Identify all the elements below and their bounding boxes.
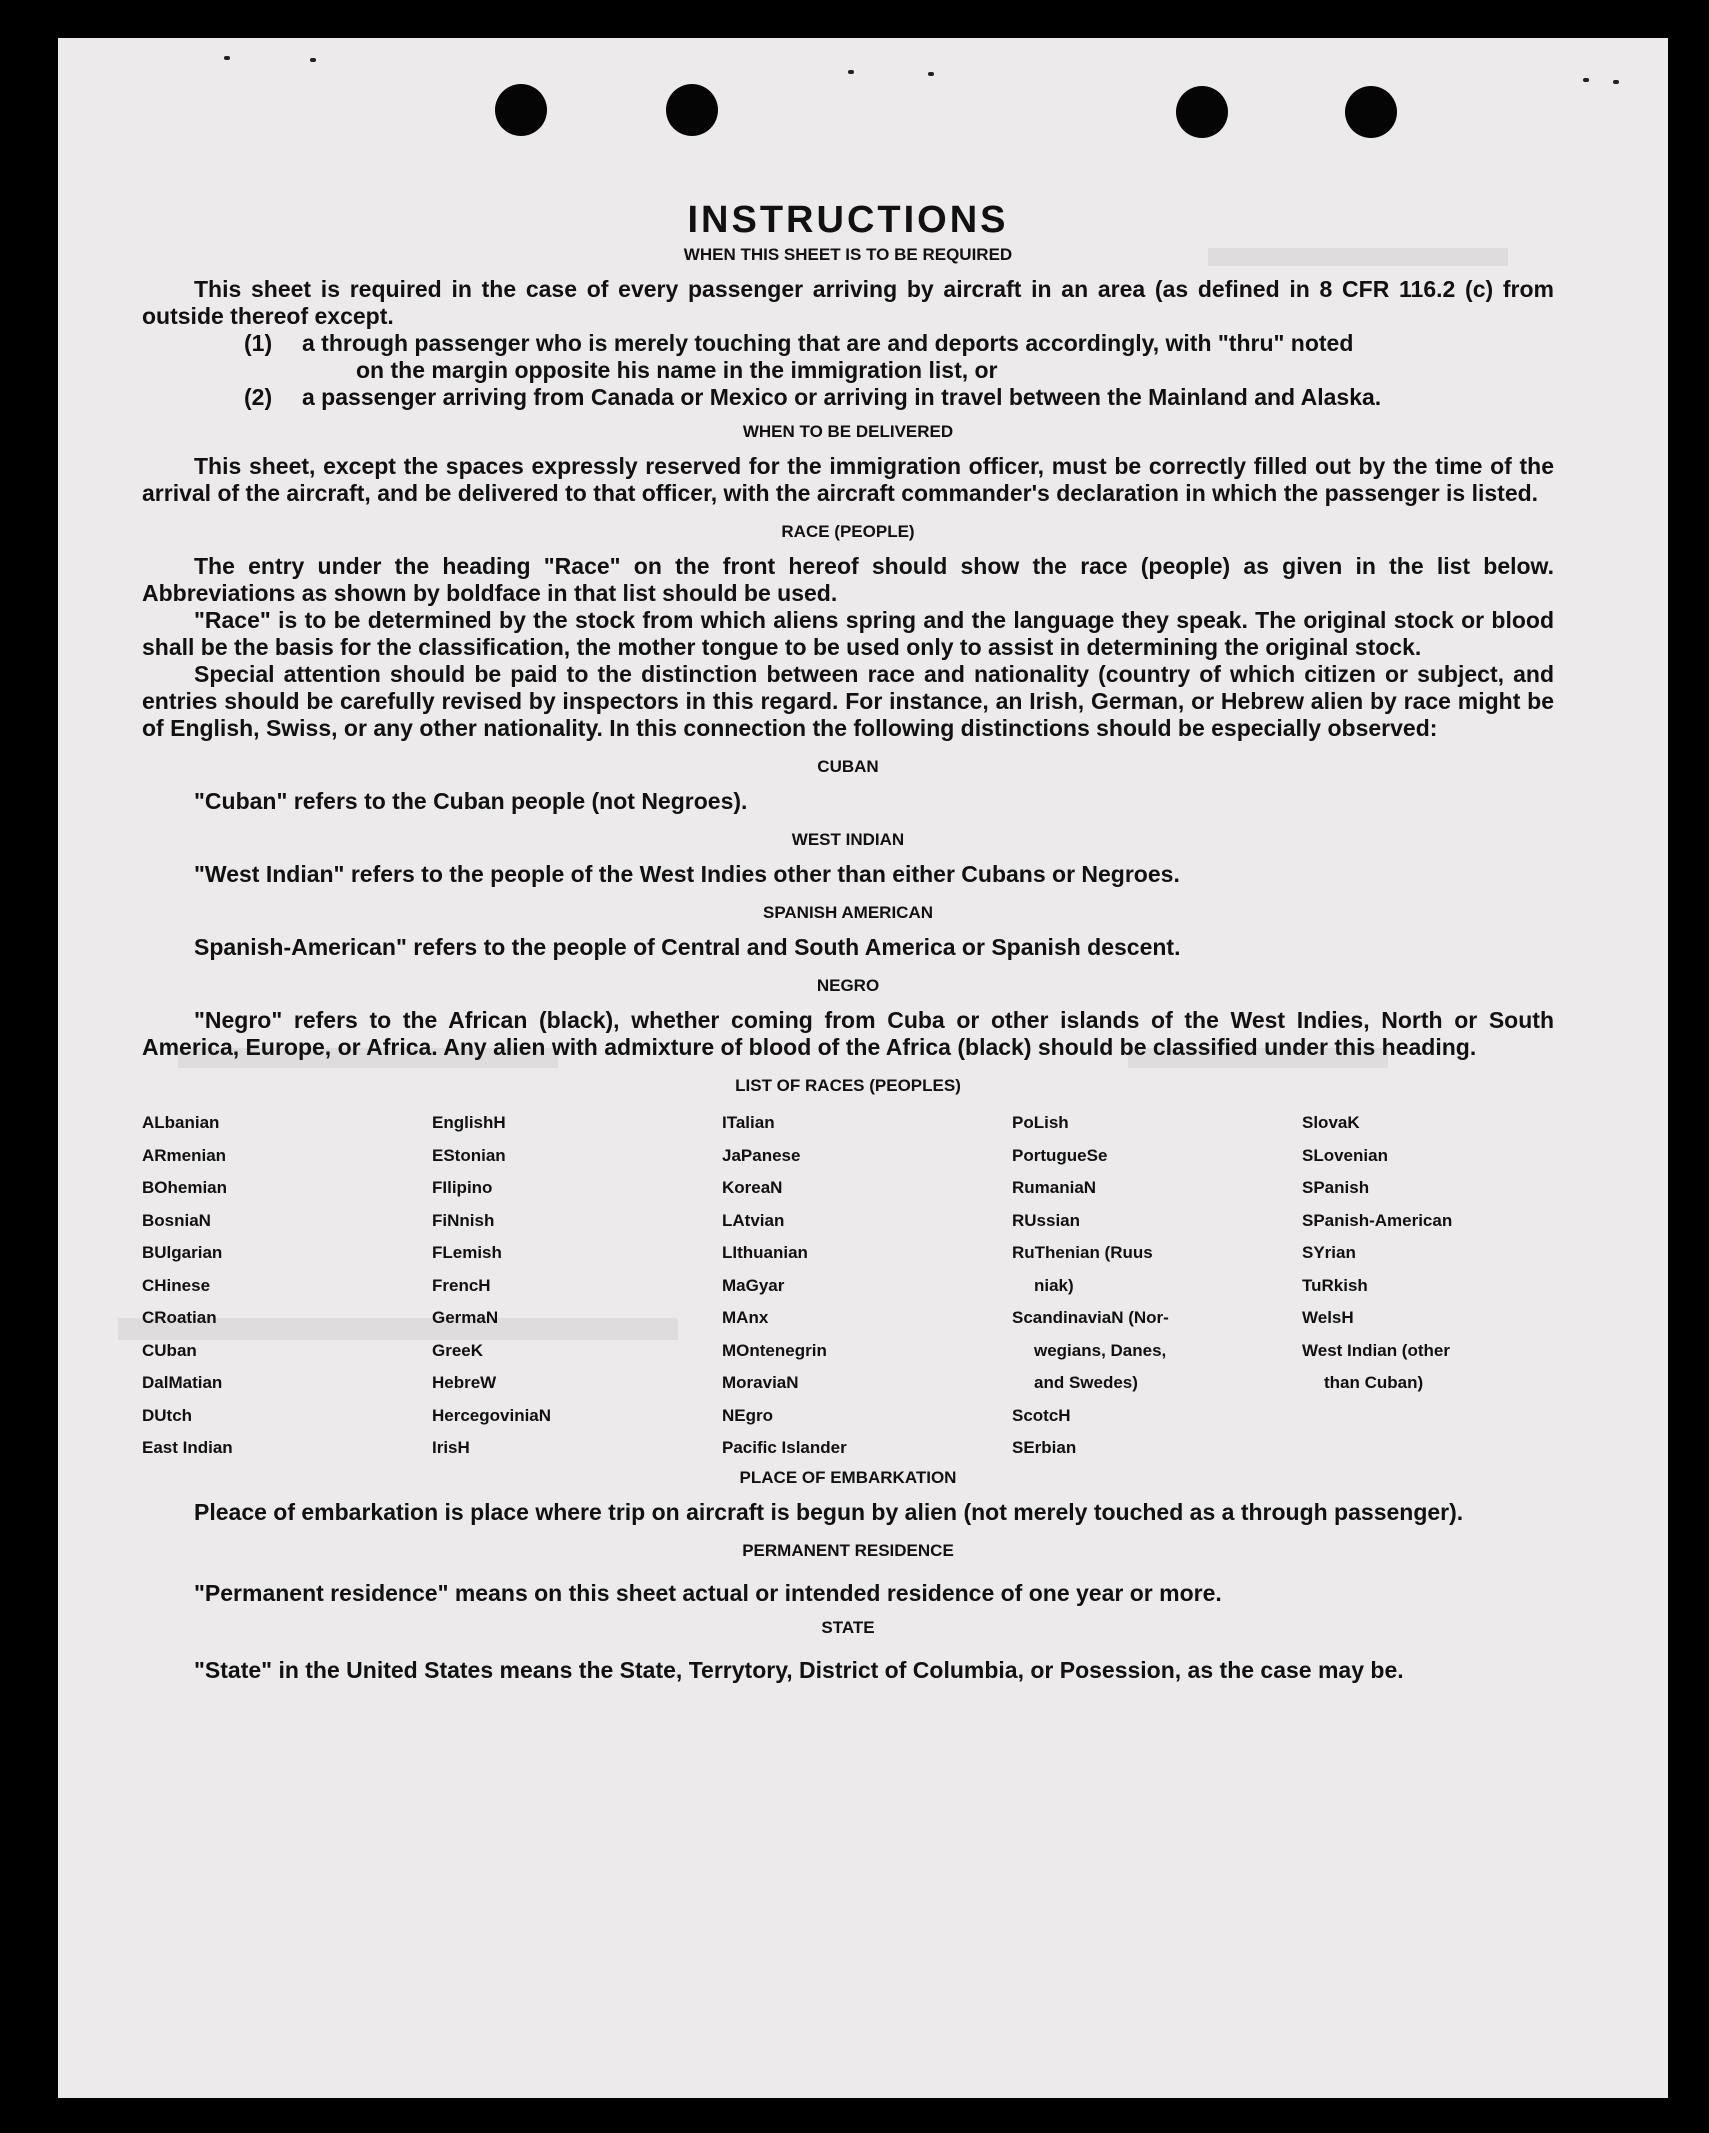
- race-entry: ALbanian: [142, 1113, 220, 1132]
- race-entry: IrisH: [432, 1438, 470, 1457]
- race-entry: SYrian: [1302, 1243, 1356, 1262]
- race-paragraph-3: Special attention should be paid to the distinction between race and nationality (country of which citizen or subject, and entries should be carefully revised by inspectors in this regard. For instance, an Irish, German, or Hebrew alien by race might be of English, Swiss, or any other nationality. In this connection the following distinctions should be especially observed:: [142, 661, 1554, 741]
- race-entry: ScandinaviaN (Nor-: [1012, 1308, 1169, 1327]
- race-paragraph-1: The entry under the heading "Race" on the front hereof should show the race (people) as given in the list below. Abbreviations as shown by boldface in that list should be used.: [142, 553, 1554, 606]
- state-text: "State" in the United States means the State, Terrytory, District of Columbia, or Posession, as the case may be.: [194, 1656, 1404, 1683]
- race-entry: and Swedes): [1034, 1373, 1138, 1392]
- punch-hole-4: [1345, 86, 1397, 138]
- speck: [310, 58, 316, 62]
- when-required-intro: This sheet is required in the case of every passenger arriving by aircraft in an area (as defined in 8 CFR 116.2 (c) from outside thereof except.: [142, 276, 1554, 329]
- race-entry: Pacific Islander: [722, 1438, 847, 1457]
- race-entry: PoLish: [1012, 1113, 1069, 1132]
- race-entry: MAnx: [722, 1308, 769, 1327]
- punch-hole-3: [1176, 86, 1228, 138]
- speck: [848, 70, 854, 74]
- races-column-4: [1012, 1107, 1302, 1465]
- race-entry: MaGyar: [722, 1275, 785, 1295]
- races-column-2: [432, 1107, 722, 1465]
- race-entry: WelsH: [1302, 1308, 1354, 1327]
- spanish-american-text: Spanish-American" refers to the people of Central and South America or Spanish descent.: [194, 934, 1181, 960]
- race-entry: DalMatian: [142, 1373, 223, 1392]
- when-required-item-1-continued: on the margin opposite his name in the immigration list, or: [356, 357, 998, 383]
- when-delivered-heading: WHEN TO BE DELIVERED: [742, 422, 954, 441]
- embarkation-text: Pleace of embarkation is place where trip on aircraft is begun by alien (not merely touched as a through passenger).: [194, 1498, 1464, 1525]
- race-entry: GreeK: [432, 1340, 484, 1360]
- speck: [1613, 80, 1619, 84]
- race-entry: HercegoviniaN: [432, 1405, 552, 1425]
- state-heading: STATE: [821, 1617, 875, 1637]
- race-entry: FrencH: [432, 1275, 491, 1295]
- race-entry: PortugueSe: [1012, 1145, 1108, 1165]
- race-entry: KoreaN: [722, 1178, 783, 1197]
- cuban-text: "Cuban" refers to the Cuban people (not Negroes).: [194, 788, 748, 814]
- west-indian-text: "West Indian" refers to the people of the West Indies other than either Cubans or Negroes.: [194, 861, 1180, 887]
- race-entry: wegians, Danes,: [1034, 1340, 1167, 1360]
- race-entry: NEgro: [722, 1405, 773, 1425]
- race-entry: JaPanese: [722, 1145, 801, 1165]
- races-column-1: [142, 1107, 432, 1465]
- item-text: a through passenger who is merely touching that are and deports accordingly, with "thru" noted: [302, 330, 1354, 356]
- west-indian-heading: WEST INDIAN: [791, 830, 905, 849]
- race-entry: ScotcH: [1012, 1405, 1071, 1425]
- races-list: [142, 1107, 1554, 1465]
- race-entry: DUtch: [142, 1405, 193, 1425]
- race-entry: GermaN: [432, 1308, 499, 1327]
- race-entry: RUssian: [1012, 1210, 1081, 1230]
- race-entry: BosniaN: [142, 1210, 211, 1230]
- negro-heading: NEGRO: [816, 976, 880, 995]
- race-entry: SLovenian: [1302, 1145, 1388, 1165]
- race-entry: HebreW: [432, 1373, 497, 1392]
- race-entry: niak): [1034, 1275, 1074, 1295]
- race-entry: East Indian: [142, 1438, 233, 1457]
- race-entry: EStonian: [432, 1145, 506, 1165]
- race-entry: FLemish: [432, 1243, 502, 1262]
- item-text: a passenger arriving from Canada or Mexico or arriving in travel between the Mainland and Alaska.: [302, 384, 1382, 410]
- punch-hole-2: [666, 84, 718, 136]
- race-entry: FiNnish: [432, 1210, 495, 1230]
- race-entry: ITalian: [722, 1113, 775, 1132]
- when-required-item-1: [142, 330, 1554, 357]
- race-entry: SPanish-American: [1302, 1210, 1453, 1230]
- item-number: (2): [244, 384, 273, 410]
- race-entry: BUlgarian: [142, 1243, 223, 1262]
- speck: [224, 56, 230, 60]
- race-entry: LAtvian: [722, 1210, 785, 1230]
- race-entry: ARmenian: [142, 1145, 227, 1165]
- residence-heading: PERMANENT RESIDENCE: [742, 1540, 954, 1560]
- race-entry: CRoatian: [142, 1308, 217, 1327]
- speck: [928, 72, 934, 76]
- race-entry: LIthuanian: [722, 1243, 808, 1262]
- document-page: [58, 38, 1668, 2098]
- race-entry: RuThenian (Ruus: [1012, 1243, 1153, 1262]
- speck: [1583, 78, 1589, 82]
- race-entry: CUban: [142, 1340, 197, 1360]
- residence-text: "Permanent residence" means on this sheet actual or intended residence of one year or more.: [194, 1579, 1222, 1606]
- negro-text: "Negro" refers to the African (black), whether coming from Cuba or other islands of the West Indies, North or South America, Europe, or Africa. Any alien with admixture of blood of the Africa (black) should be classified under this heading.: [142, 1007, 1554, 1060]
- race-entry: RumaniaN: [1012, 1178, 1097, 1197]
- race-entry: SPanish: [1302, 1178, 1370, 1197]
- race-entry: MOntenegrin: [722, 1340, 827, 1360]
- race-entry: TuRkish: [1302, 1275, 1368, 1295]
- race-heading: RACE (PEOPLE): [781, 522, 915, 541]
- when-required-item-2: [142, 384, 1554, 411]
- race-entry: CHinese: [142, 1275, 211, 1295]
- spanish-american-heading: SPANISH AMERICAN: [762, 903, 933, 922]
- instructions-content: [142, 198, 1554, 1684]
- list-of-races-heading: LIST OF RACES (PEOPLES): [735, 1076, 961, 1095]
- race-entry: FIlipino: [432, 1178, 493, 1197]
- race-entry: West Indian (other: [1302, 1340, 1450, 1360]
- race-entry: SErbian: [1012, 1438, 1077, 1457]
- punch-hole-1: [495, 84, 547, 136]
- race-entry: EnglishH: [432, 1113, 506, 1132]
- when-required-heading: WHEN THIS SHEET IS TO BE REQUIRED: [683, 245, 1013, 264]
- races-column-5: [1302, 1107, 1562, 1465]
- race-entry: SlovaK: [1302, 1113, 1360, 1132]
- race-entry: BOhemian: [142, 1178, 228, 1197]
- when-delivered-text: This sheet, except the spaces expressly reserved for the immigration officer, must be correctly filled out by the time of the arrival of the aircraft, and be delivered to that officer, with the aircraft commander's declaration in which the passenger is listed.: [142, 453, 1554, 506]
- races-column-3: [722, 1107, 1012, 1465]
- embarkation-heading: PLACE OF EMBARKATION: [739, 1467, 957, 1487]
- cuban-heading: CUBAN: [817, 757, 879, 776]
- race-paragraph-2: "Race" is to be determined by the stock from which aliens spring and the language they speak. The original stock or blood shall be the basis for the classification, the mother tongue to be used only to assist in determining the original stock.: [142, 607, 1554, 660]
- race-entry: than Cuban): [1324, 1373, 1424, 1392]
- item-number: (1): [244, 330, 273, 356]
- page-title: INSTRUCTIONS: [687, 199, 1009, 241]
- race-entry: MoraviaN: [722, 1373, 799, 1392]
